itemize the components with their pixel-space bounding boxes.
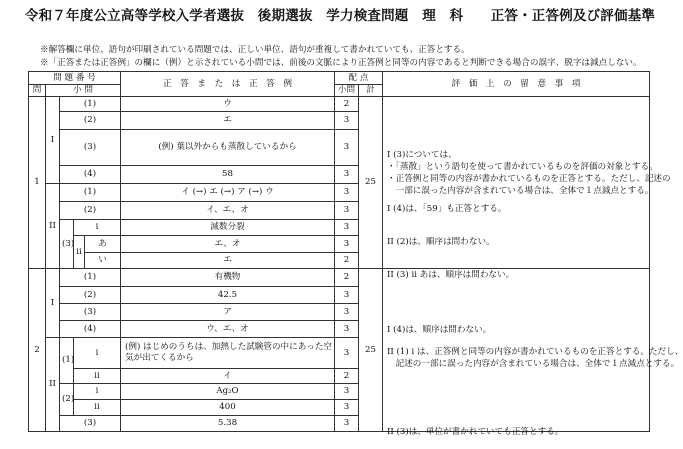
sub-number: (4) bbox=[60, 166, 121, 184]
answer-cell: (例) 葉以外からも蒸散しているから bbox=[121, 130, 335, 166]
point-cell: 3 bbox=[335, 384, 359, 400]
point-cell: 2 bbox=[335, 369, 359, 384]
note-1: ※解答欄に単位、語句が印刷されている問題では、正しい単位、語句が重複して書かれていても、正答とする。 bbox=[40, 45, 470, 55]
criteria-text: II (2)は、順序は問わない。 bbox=[387, 237, 495, 247]
point-cell: 3 bbox=[335, 287, 359, 304]
sub-number: (3) bbox=[60, 130, 121, 166]
answer-cell: エ、オ bbox=[121, 236, 335, 253]
header-points: 配 点 bbox=[335, 72, 383, 85]
sub-number: (4) bbox=[60, 321, 121, 338]
criteria-text: I (4)は、「59」も正答とする。 bbox=[387, 204, 507, 214]
sub-number: (1) bbox=[60, 184, 121, 202]
answer-cell: 58 bbox=[121, 166, 335, 184]
sub-number: (1) bbox=[60, 338, 74, 384]
answer-table bbox=[28, 71, 683, 437]
header-mon: 問 bbox=[29, 85, 46, 97]
point-cell: 3 bbox=[335, 130, 359, 166]
criteria-text: 一部に誤った内容が含まれている場合は、全体で１点減点とする。 bbox=[387, 186, 654, 196]
answer-cell: 400 bbox=[121, 400, 335, 416]
answer-cell: Ag₂O bbox=[121, 384, 335, 400]
answer-cell: イ bbox=[121, 369, 335, 384]
point-cell: 3 bbox=[335, 304, 359, 321]
answer-cell: 減数分裂 bbox=[121, 220, 335, 236]
header-criteria: 評 価 上 の 留 意 事 項 bbox=[383, 72, 650, 97]
sub-question: I bbox=[46, 269, 60, 338]
answer-cell: 42.5 bbox=[121, 287, 335, 304]
answer-cell: ウ、エ、オ bbox=[121, 321, 335, 338]
point-cell: 2 bbox=[335, 269, 359, 287]
sub-number: (2) bbox=[60, 384, 74, 416]
header-pt-total: 計 bbox=[359, 85, 383, 97]
sub-sub-number: i bbox=[74, 338, 121, 369]
point-cell: 3 bbox=[335, 321, 359, 338]
criteria-text: ・「蒸散」という語句を使って書かれているものを評価の対象とする。 bbox=[387, 162, 658, 172]
total-points: 25 bbox=[359, 97, 383, 269]
header-shomon: 小 問 bbox=[46, 85, 121, 97]
point-cell: 3 bbox=[335, 236, 359, 253]
answer-cell: エ bbox=[121, 112, 335, 130]
header-answer: 正 答 ま た は 正 答 例 bbox=[121, 72, 335, 97]
point-cell: 3 bbox=[335, 338, 359, 369]
answer-cell: (例) はじめのうちは、加熱した試験管の中にあった空気が出てくるから bbox=[121, 338, 335, 369]
answer-cell: ア bbox=[121, 304, 335, 321]
answer-cell: ウ bbox=[121, 97, 335, 112]
sub-number: (3) bbox=[60, 220, 74, 269]
question-number: 2 bbox=[29, 269, 46, 432]
point-cell: 3 bbox=[335, 184, 359, 202]
criteria-text: II (3)は、単位が書かれていても正答とする。 bbox=[387, 427, 564, 437]
sub-sub-number: ii bbox=[74, 236, 85, 269]
sub-number: (3) bbox=[60, 304, 121, 321]
sub-kana: あ bbox=[85, 236, 121, 253]
sub-sub-number: ii bbox=[74, 400, 121, 416]
sub-number: (2) bbox=[60, 112, 121, 130]
criteria-text: I (4)は、順序は問わない。 bbox=[387, 325, 492, 335]
sub-kana: い bbox=[85, 253, 121, 269]
sub-question: I bbox=[46, 97, 60, 184]
point-cell: 3 bbox=[335, 220, 359, 236]
answer-cell: イ、エ、オ bbox=[121, 202, 335, 220]
sub-number: (1) bbox=[60, 97, 121, 112]
page-title: 令和７年度公立高等学校入学者選抜 後期選抜 学力検査問題 理 科 正答・正答例及び評価基準 bbox=[24, 8, 656, 24]
sub-sub-number: i bbox=[74, 384, 121, 400]
answer-cell: エ bbox=[121, 253, 335, 269]
note-2: ※「正答または正答例」の欄に（例）と示されている小問では、前後の文脈により正答例と同等の内容であると判断できる場合の誤字、脱字は減点しない。 bbox=[40, 58, 642, 68]
sub-sub-number: i bbox=[74, 220, 121, 236]
answer-cell: 5.38 bbox=[121, 416, 335, 432]
criteria-text: 記述の一部に誤った内容が含まれている場合は、全体で１点減点とする。 bbox=[387, 359, 680, 369]
sub-number: (2) bbox=[60, 202, 121, 220]
point-cell: 3 bbox=[335, 112, 359, 130]
point-cell: 3 bbox=[335, 400, 359, 416]
criteria-text: II (1) i は、正答例と同等の内容が書かれているものを正答とする。ただし、 bbox=[387, 347, 683, 357]
criteria-q1 bbox=[383, 97, 671, 280]
sub-number: (2) bbox=[60, 287, 121, 304]
sub-sub-number: ii bbox=[74, 369, 121, 384]
question-number: 1 bbox=[29, 97, 46, 269]
total-points: 25 bbox=[359, 269, 383, 432]
header-pt-small: 小問 bbox=[335, 85, 359, 97]
sub-question: II bbox=[46, 338, 60, 432]
answer-cell: イ (→) エ (→) ア (→) ウ bbox=[121, 184, 335, 202]
sub-number: (1) bbox=[60, 269, 121, 287]
point-cell: 3 bbox=[335, 166, 359, 184]
point-cell: 3 bbox=[335, 416, 359, 432]
criteria-q2 bbox=[383, 269, 683, 437]
answer-cell: 有機物 bbox=[121, 269, 335, 287]
header-q-number: 問 題 番 号 bbox=[29, 72, 121, 85]
point-cell: 2 bbox=[335, 97, 359, 112]
point-cell: 2 bbox=[335, 253, 359, 269]
point-cell: 3 bbox=[335, 202, 359, 220]
sub-question: II bbox=[46, 184, 60, 269]
criteria-text: I (3)については、 bbox=[387, 150, 457, 160]
criteria-text: ・正答例と同等の内容が書かれているものを正答とする。ただし、記述の bbox=[387, 174, 671, 184]
sub-number: (3) bbox=[60, 416, 121, 432]
criteria-text: II (3) ii あは、順序は問わない。 bbox=[387, 270, 515, 280]
